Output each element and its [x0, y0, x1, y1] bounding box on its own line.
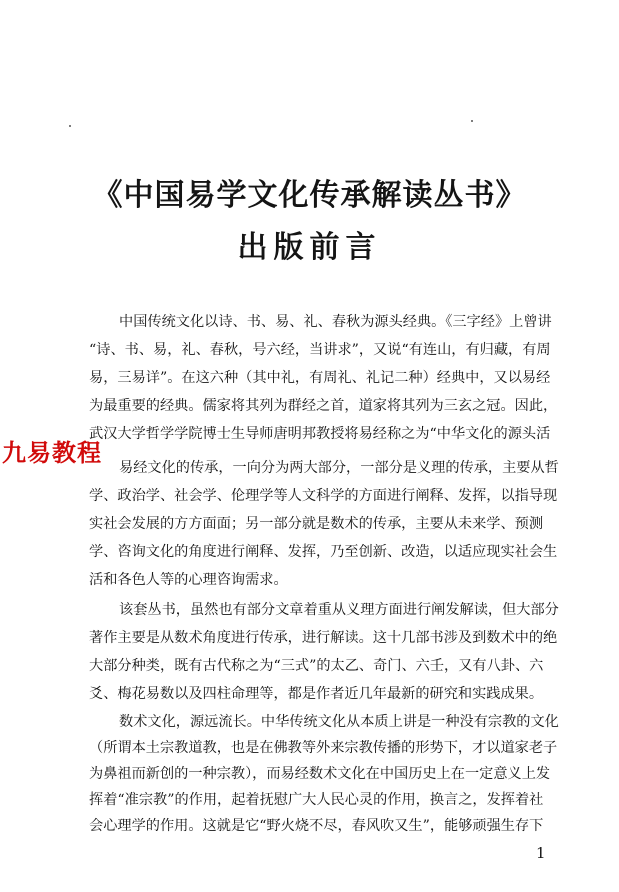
text-line: 爻、梅花易数以及四柱命理等，都是作者近几年最新的研究和实践成果。 [89, 686, 544, 702]
book-series-title: 《中国易学文化传承解读丛书》 [92, 178, 527, 213]
text-line: 数术文化，源远流长。中华传统文化从本质上讲是一种没有宗教的文化 [119, 714, 559, 730]
text-line: 易经文化的传承，一向分为两大部分，一部分是义理的传承，主要从哲 [119, 460, 559, 476]
text-line: 该套丛书，虽然也有部分文章着重从义理方面进行阐发解读，但大部分 [119, 602, 559, 618]
text-line: 为鼻祖而新创的一种宗教），而易经数术文化在中国历史上在一定意义上发 [89, 766, 551, 782]
text-line: 学、咨询文化的角度进行阐释、发挥，乃至创新、改造，以适应现实社会生 [89, 544, 558, 560]
text-line: 挥着“准宗教”的作用，起着抚慰广大人民心灵的作用，换言之，发挥着社 [89, 792, 544, 808]
text-line: “诗、书、易，礼、春秋，号六经，当讲求”，又说“有连山，有归藏，有周 [89, 342, 551, 358]
text-line: 著作主要是从数术角度进行传承，进行解读。这十几部书涉及到数术中的绝 [89, 630, 558, 646]
scan-speck [471, 120, 473, 122]
text-line: 活和各色人等的心理咨询需求。 [89, 572, 288, 588]
scan-speck [69, 125, 71, 127]
page-number: 1 [536, 844, 546, 862]
text-line: 中国传统文化以诗、书、易、礼、春秋为源头经典。《三字经》上曾讲 [119, 314, 552, 330]
text-line: 易，三易详”。在这六种（其中礼，有周礼、礼记二种）经典中，又以易经 [89, 370, 551, 386]
text-line: 实社会发展的方方面面；另一部分就是数术的传承，主要从未来学、预测 [89, 516, 544, 532]
text-line: （所谓本土宗教道教，也是在佛教等外来宗教传播的形势下，才以道家老子 [89, 740, 558, 756]
text-line: 武汉大学哲学学院博士生导师唐明邦教授将易经称之为“中华文化的源头活 [89, 426, 551, 442]
section-title: 出版前言 [237, 230, 382, 265]
text-line: 会心理学的作用。这就是它“野火烧不尽，春风吹又生”，能够顽强生存下 [89, 818, 544, 834]
watermark-label: 九易教程 [2, 439, 102, 467]
text-line: 为最重要的经典。儒家将其列为群经之首，道家将其列为三玄之冠。因此， [89, 398, 558, 414]
text-line: 大部分种类，既有古代称之为“三式”的太乙、奇门、六壬，又有八卦、六 [89, 658, 544, 674]
text-line: 学、政治学、社会学、伦理学等人文科学的方面进行阐释、发挥，以指导现 [89, 488, 558, 504]
